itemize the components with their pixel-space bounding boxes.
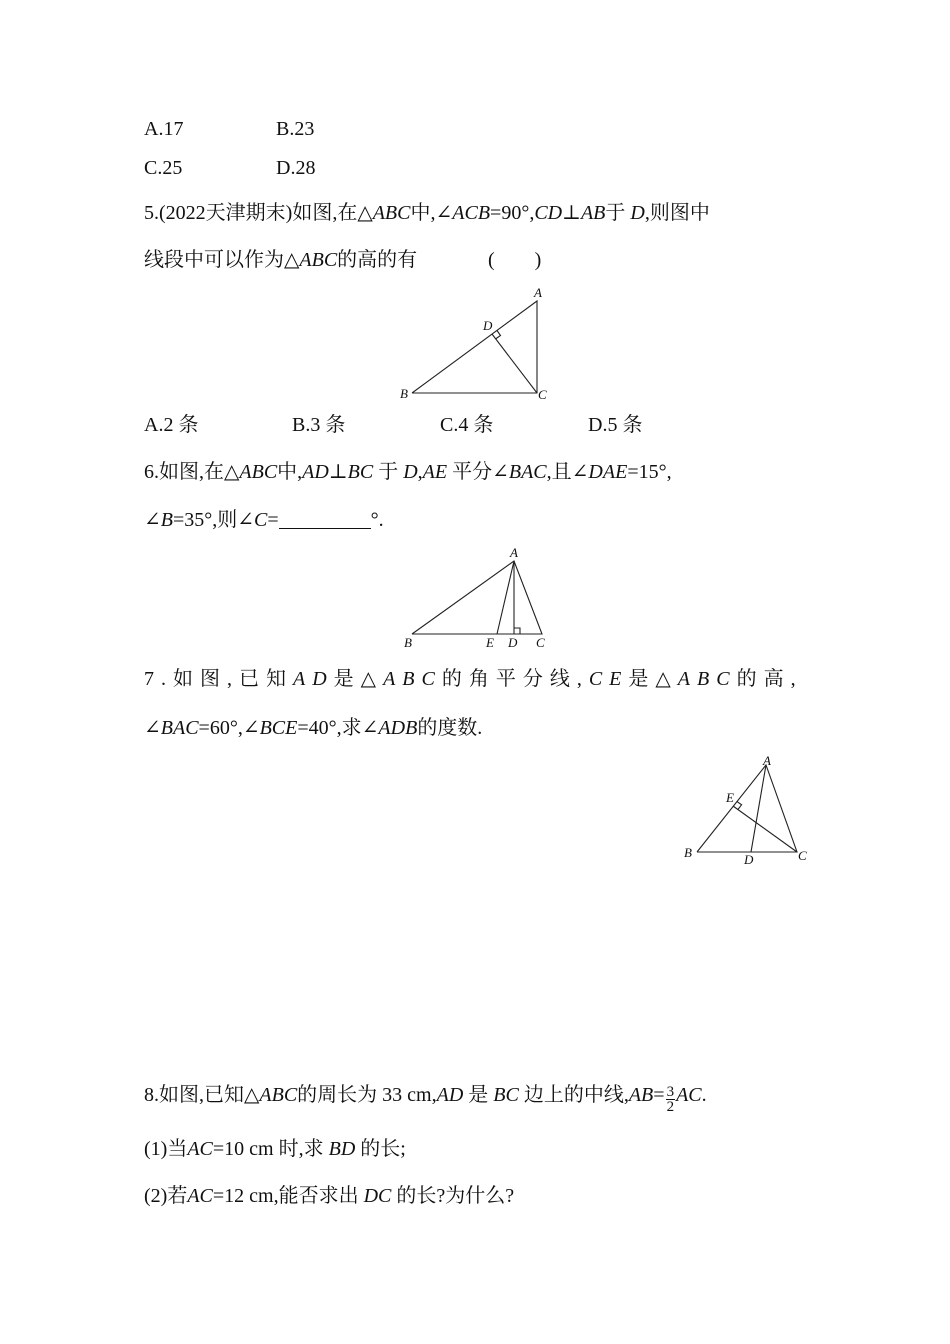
q6-text: ⊥ (328, 461, 348, 483)
q8-var: AC (187, 1185, 213, 1207)
q8-part-2 (144, 1183, 514, 1209)
q5-option-b: B.3 条 (292, 414, 346, 436)
q8-text: . (701, 1084, 707, 1106)
q5-label-c: C (538, 387, 547, 402)
q5-label-d: D (483, 318, 493, 333)
q8-var: BC (493, 1084, 519, 1106)
q8-text: (2)若 (144, 1185, 188, 1207)
q7-right-angle-mark (737, 801, 742, 809)
q5-text: 于 (605, 202, 626, 224)
q6-text: ∠ (144, 509, 161, 531)
q6-line-2 (144, 507, 384, 533)
q5-text: 中,∠ (410, 202, 453, 224)
q8-var: BD (328, 1138, 356, 1160)
q6-text: 平分∠ (452, 461, 509, 483)
q5-altitude-cd (492, 334, 537, 393)
q8-text: (1)当 (144, 1138, 188, 1160)
q8-text: 边上的中线, (523, 1084, 629, 1106)
q7-figure (680, 750, 820, 875)
q8-var: ABC (259, 1084, 298, 1106)
q8-fraction-numerator: 3 (666, 1084, 675, 1100)
q6-text: =35°,则∠ (172, 509, 255, 531)
q7-text: 的度数. (417, 717, 483, 739)
q6-var: D (403, 461, 418, 483)
q6-var: AE (422, 461, 448, 483)
q6-text: 中, (277, 461, 303, 483)
q7-text: 如图,已知 (173, 668, 293, 690)
q8-text: = (653, 1084, 665, 1106)
q6-figure (400, 545, 560, 655)
q6-number: 6. (144, 461, 159, 483)
q6-var: DAE (588, 461, 628, 483)
q8-text: =10 cm 时,求 (212, 1138, 324, 1160)
q6-var: BC (347, 461, 374, 483)
q5-text: 的高的有 (337, 249, 418, 271)
q4-option-c: C.25 (144, 157, 183, 179)
q7-text: 的高, (736, 668, 803, 690)
q6-text: 如图,在△ (159, 461, 240, 483)
q5-option-d: D.5 条 (588, 414, 643, 436)
q5-label-b: B (400, 386, 408, 401)
q7-label-c: C (798, 848, 807, 863)
q8-text: 是 (468, 1084, 489, 1106)
q7-var: BAC (160, 717, 199, 739)
q7-var: BCE (259, 717, 298, 739)
q6-var: ABC (239, 461, 278, 483)
q6-text: , (417, 461, 423, 483)
q5-figure (395, 285, 555, 405)
q7-var: ADB (378, 717, 418, 739)
q5-text: 如图,在△ (292, 202, 373, 224)
q8-number: 8. (144, 1084, 159, 1106)
q5-text: =90°, (490, 202, 535, 224)
q8-text: 的长; (360, 1138, 406, 1160)
q6-triangle (412, 561, 542, 634)
q7-number: 7. (144, 668, 173, 690)
q5-line-1 (144, 200, 710, 226)
q7-text: =60°,∠ (198, 717, 260, 739)
q5-text: 线段中可以作为△ (144, 249, 300, 271)
q7-var: CE (588, 668, 629, 690)
q6-answer-blank[interactable] (279, 508, 371, 529)
q7-text: 是△ (333, 668, 384, 690)
q8-var: DC (363, 1185, 392, 1207)
q7-bisector-ad (751, 765, 766, 852)
q7-label-a: A (763, 753, 771, 768)
q8-line-1 (144, 1082, 707, 1114)
q5-text: ⊥ (562, 202, 581, 224)
q8-text: 的周长为 33 cm, (297, 1084, 437, 1106)
q7-var: ABC (383, 668, 442, 690)
q5-var: D (630, 202, 645, 224)
q8-part-1 (144, 1136, 406, 1162)
q8-text: 的长?为什么? (396, 1185, 515, 1207)
q8-var: AC (676, 1084, 702, 1106)
q8-var: AC (187, 1138, 213, 1160)
q7-triangle (697, 765, 797, 852)
q6-label-d: D (508, 635, 518, 650)
q6-text: ,且∠ (546, 461, 589, 483)
q7-label-e: E (726, 790, 734, 805)
q7-line-1 (144, 666, 803, 692)
q7-var: ABC (677, 668, 737, 690)
q6-var: AD (302, 461, 329, 483)
q6-var: C (254, 509, 268, 531)
q6-label-a: A (510, 545, 518, 560)
q6-label-e: E (486, 635, 494, 650)
q5-right-angle-mark (496, 331, 501, 340)
q8-text: 如图,已知△ (159, 1084, 260, 1106)
q6-label-b: B (404, 635, 412, 650)
q6-var: B (160, 509, 173, 531)
q5-answer-paren: ( ) (488, 249, 542, 271)
q5-var: ABC (299, 249, 338, 271)
q6-text: 于 (378, 461, 399, 483)
q6-label-c: C (536, 635, 545, 650)
q7-label-d: D (744, 852, 754, 867)
q5-source: (2022天津期末) (159, 202, 293, 224)
q7-text: =40°,求∠ (297, 717, 379, 739)
q8-fraction-denominator: 2 (666, 1099, 675, 1115)
q7-label-b: B (684, 845, 692, 860)
q6-text: =15°, (627, 461, 672, 483)
q5-option-c: C.4 条 (440, 414, 494, 436)
q5-var: ACB (452, 202, 491, 224)
q5-option-a: A.2 条 (144, 414, 199, 436)
q8-fraction (666, 1085, 676, 1114)
q5-var: CD (534, 202, 563, 224)
q4-option-d: D.28 (276, 157, 316, 179)
q5-var: AB (580, 202, 606, 224)
q4-option-a: A.17 (144, 118, 184, 140)
q7-text: ∠ (144, 717, 161, 739)
q7-var: AD (293, 668, 334, 690)
q8-var: AB (628, 1084, 654, 1106)
q5-line-2 (144, 247, 417, 273)
q6-right-angle-mark (514, 628, 520, 634)
q5-text: ,则图中 (644, 202, 710, 224)
q4-option-b: B.23 (276, 118, 315, 140)
q7-line-2 (144, 715, 482, 741)
q6-text: °. (370, 509, 384, 531)
q6-var: BAC (508, 461, 547, 483)
q6-line-1 (144, 459, 672, 485)
q5-label-a: A (534, 285, 542, 300)
q8-text: =12 cm,能否求出 (212, 1185, 359, 1207)
q5-triangle (412, 301, 537, 393)
q5-number: 5. (144, 202, 159, 224)
q7-text: 是△ (628, 668, 678, 690)
q7-text: 的角平分线, (441, 668, 589, 690)
q5-var: ABC (372, 202, 411, 224)
q6-text: = (267, 509, 279, 531)
q7-altitude-ce (733, 806, 797, 852)
q8-var: AD (436, 1084, 464, 1106)
